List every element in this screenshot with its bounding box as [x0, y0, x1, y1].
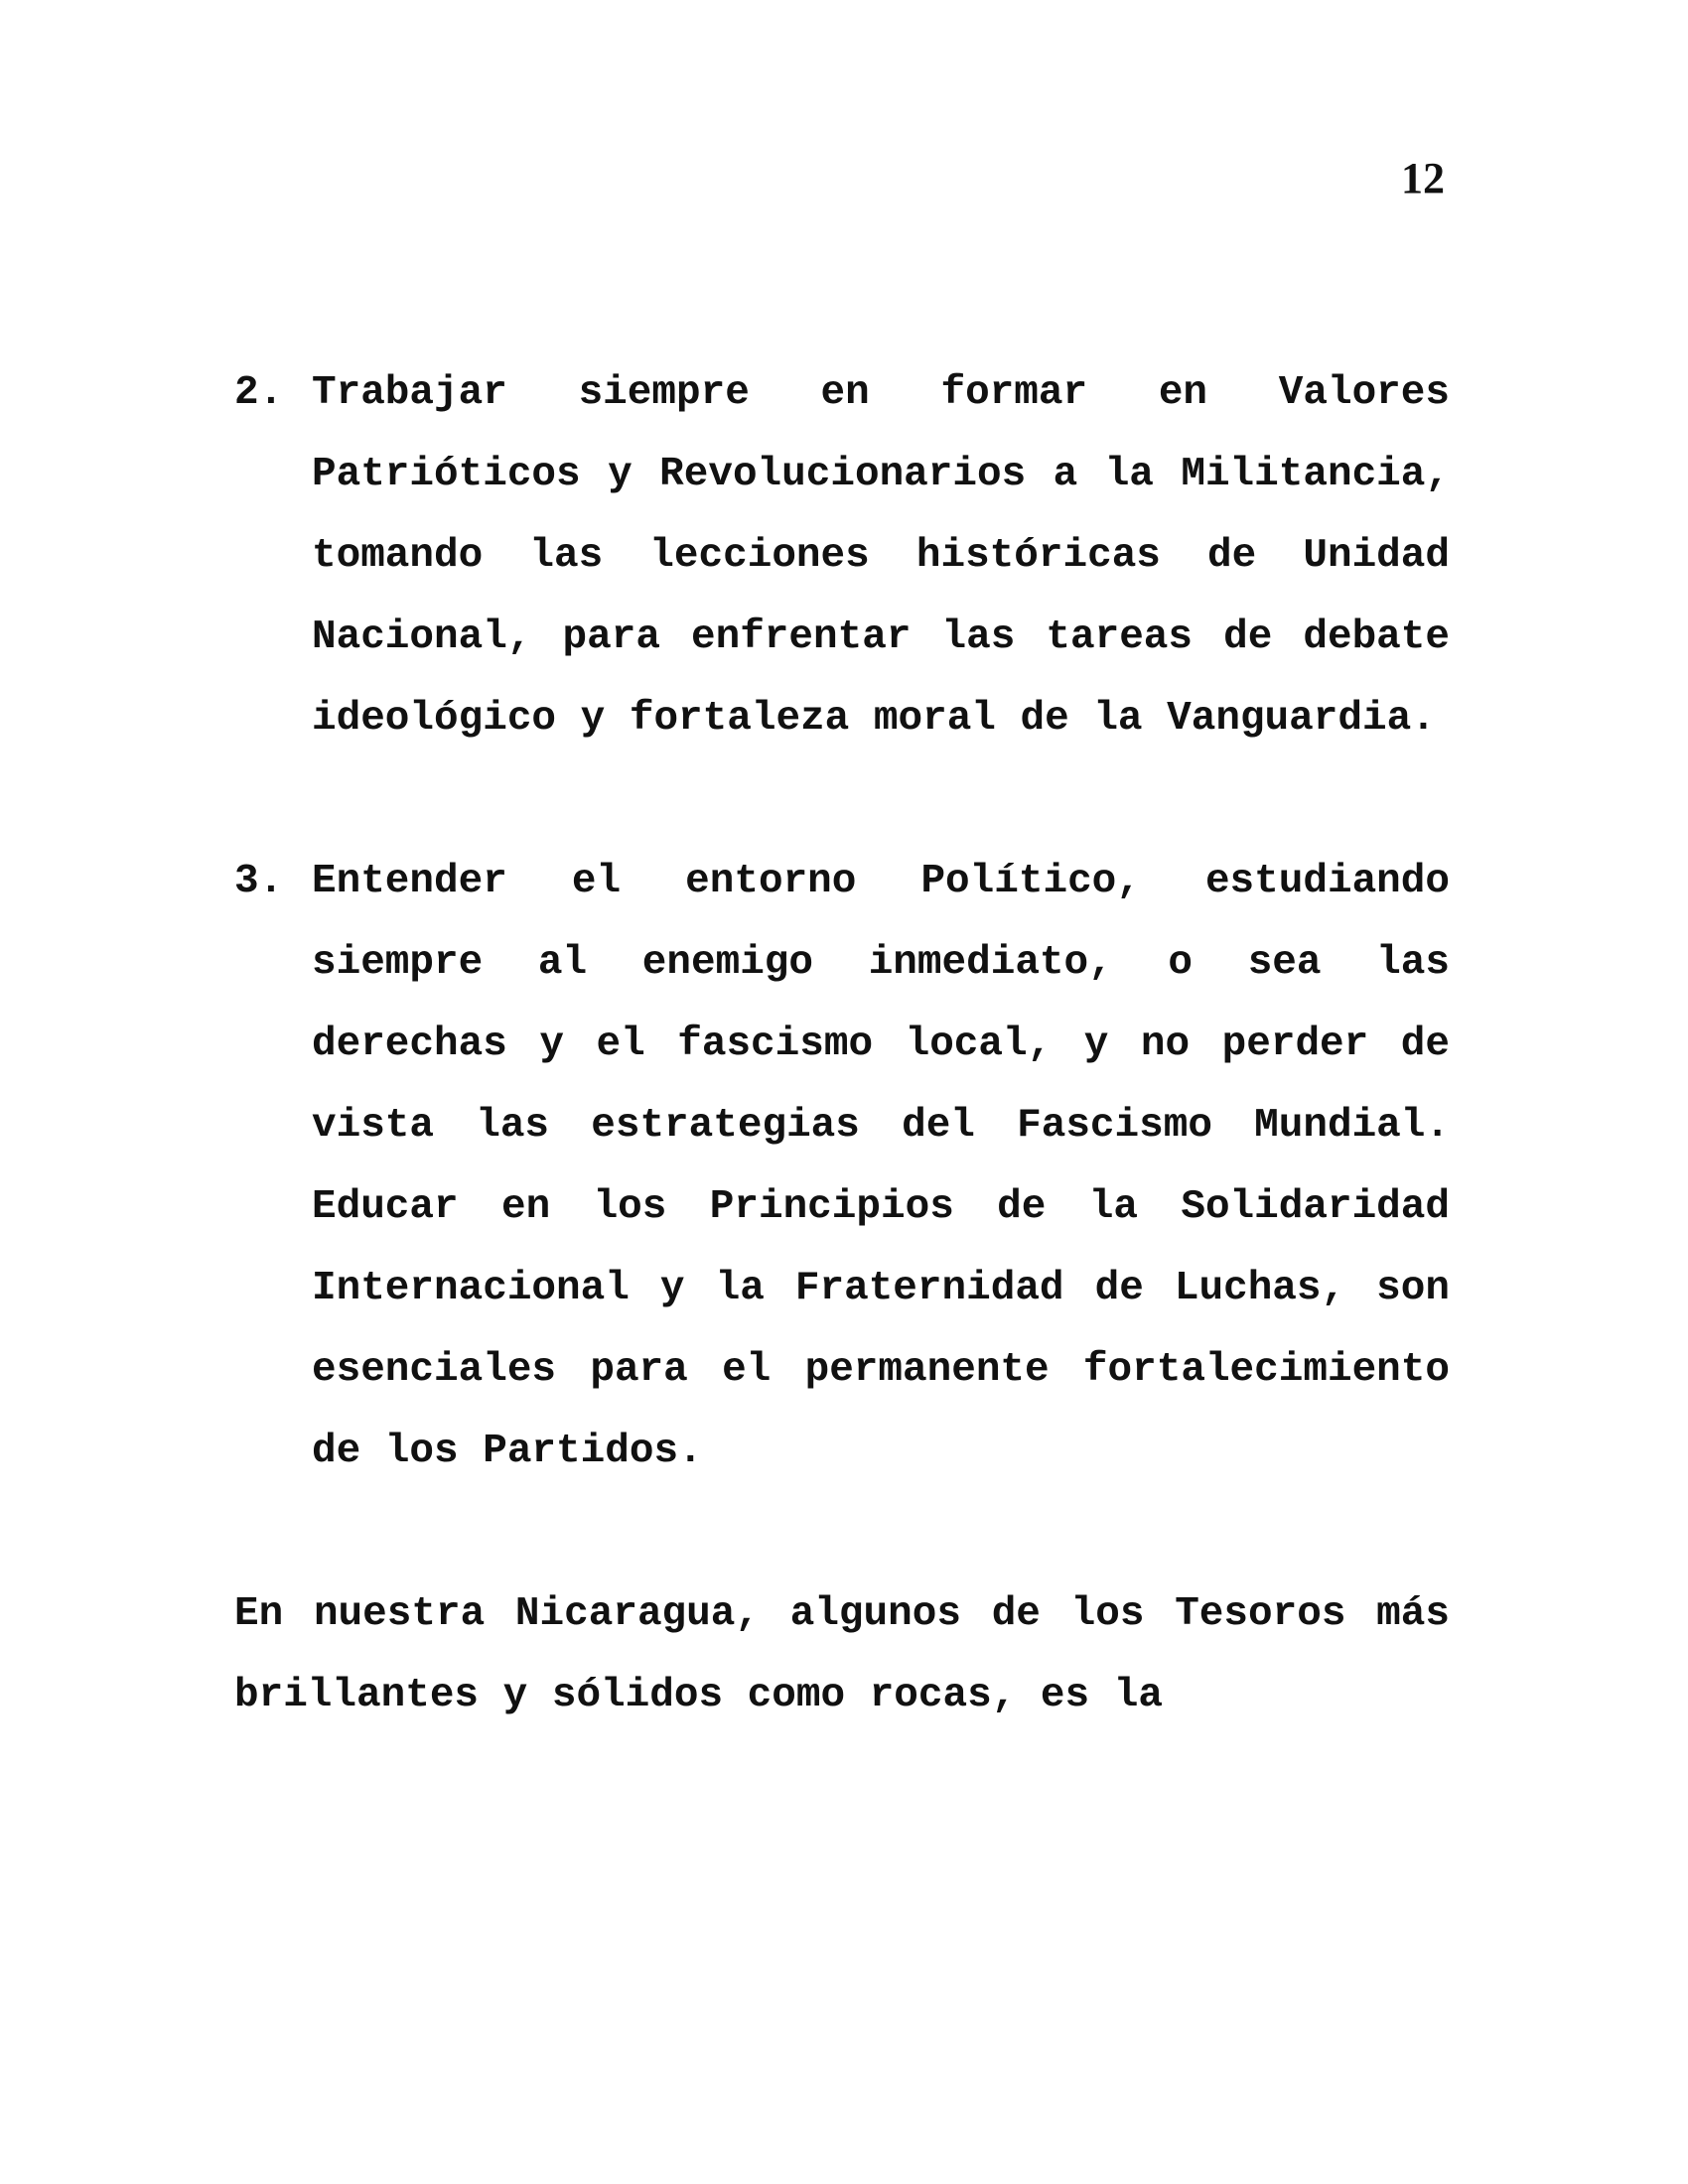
list-item [234, 352, 1450, 759]
list-item-number: 2. [234, 370, 284, 416]
body-paragraph: En nuestra Nicaragua, algunos de los Tesoros más brillantes y sólidos como rocas, es la [234, 1591, 1450, 1718]
page-number: 12 [1401, 154, 1445, 203]
numbered-list [234, 352, 1450, 1492]
list-item-number: 3. [234, 859, 284, 904]
list-item-text: Trabajar siempre en formar en Valores Patrióticos y Revolucionarios a la Militancia, tomando las lecciones históricas de Unidad Nacional, para enfrentar las tareas de debate ideológico y fortaleza moral de la Vanguardia. [312, 370, 1450, 742]
list-item-text: Entender el entorno Político, estudiando siempre al enemigo inmediato, o sea las derechas y el fascismo local, y no perder de vista las estrategias del Fascismo Mundial. Educar en los Principios de la Solidaridad Internacional y la Fraternidad de Luchas, son esenciales para el permanente fortalecimiento de los Partidos. [312, 859, 1450, 1474]
document-body [234, 352, 1450, 1736]
list-item [234, 841, 1450, 1492]
